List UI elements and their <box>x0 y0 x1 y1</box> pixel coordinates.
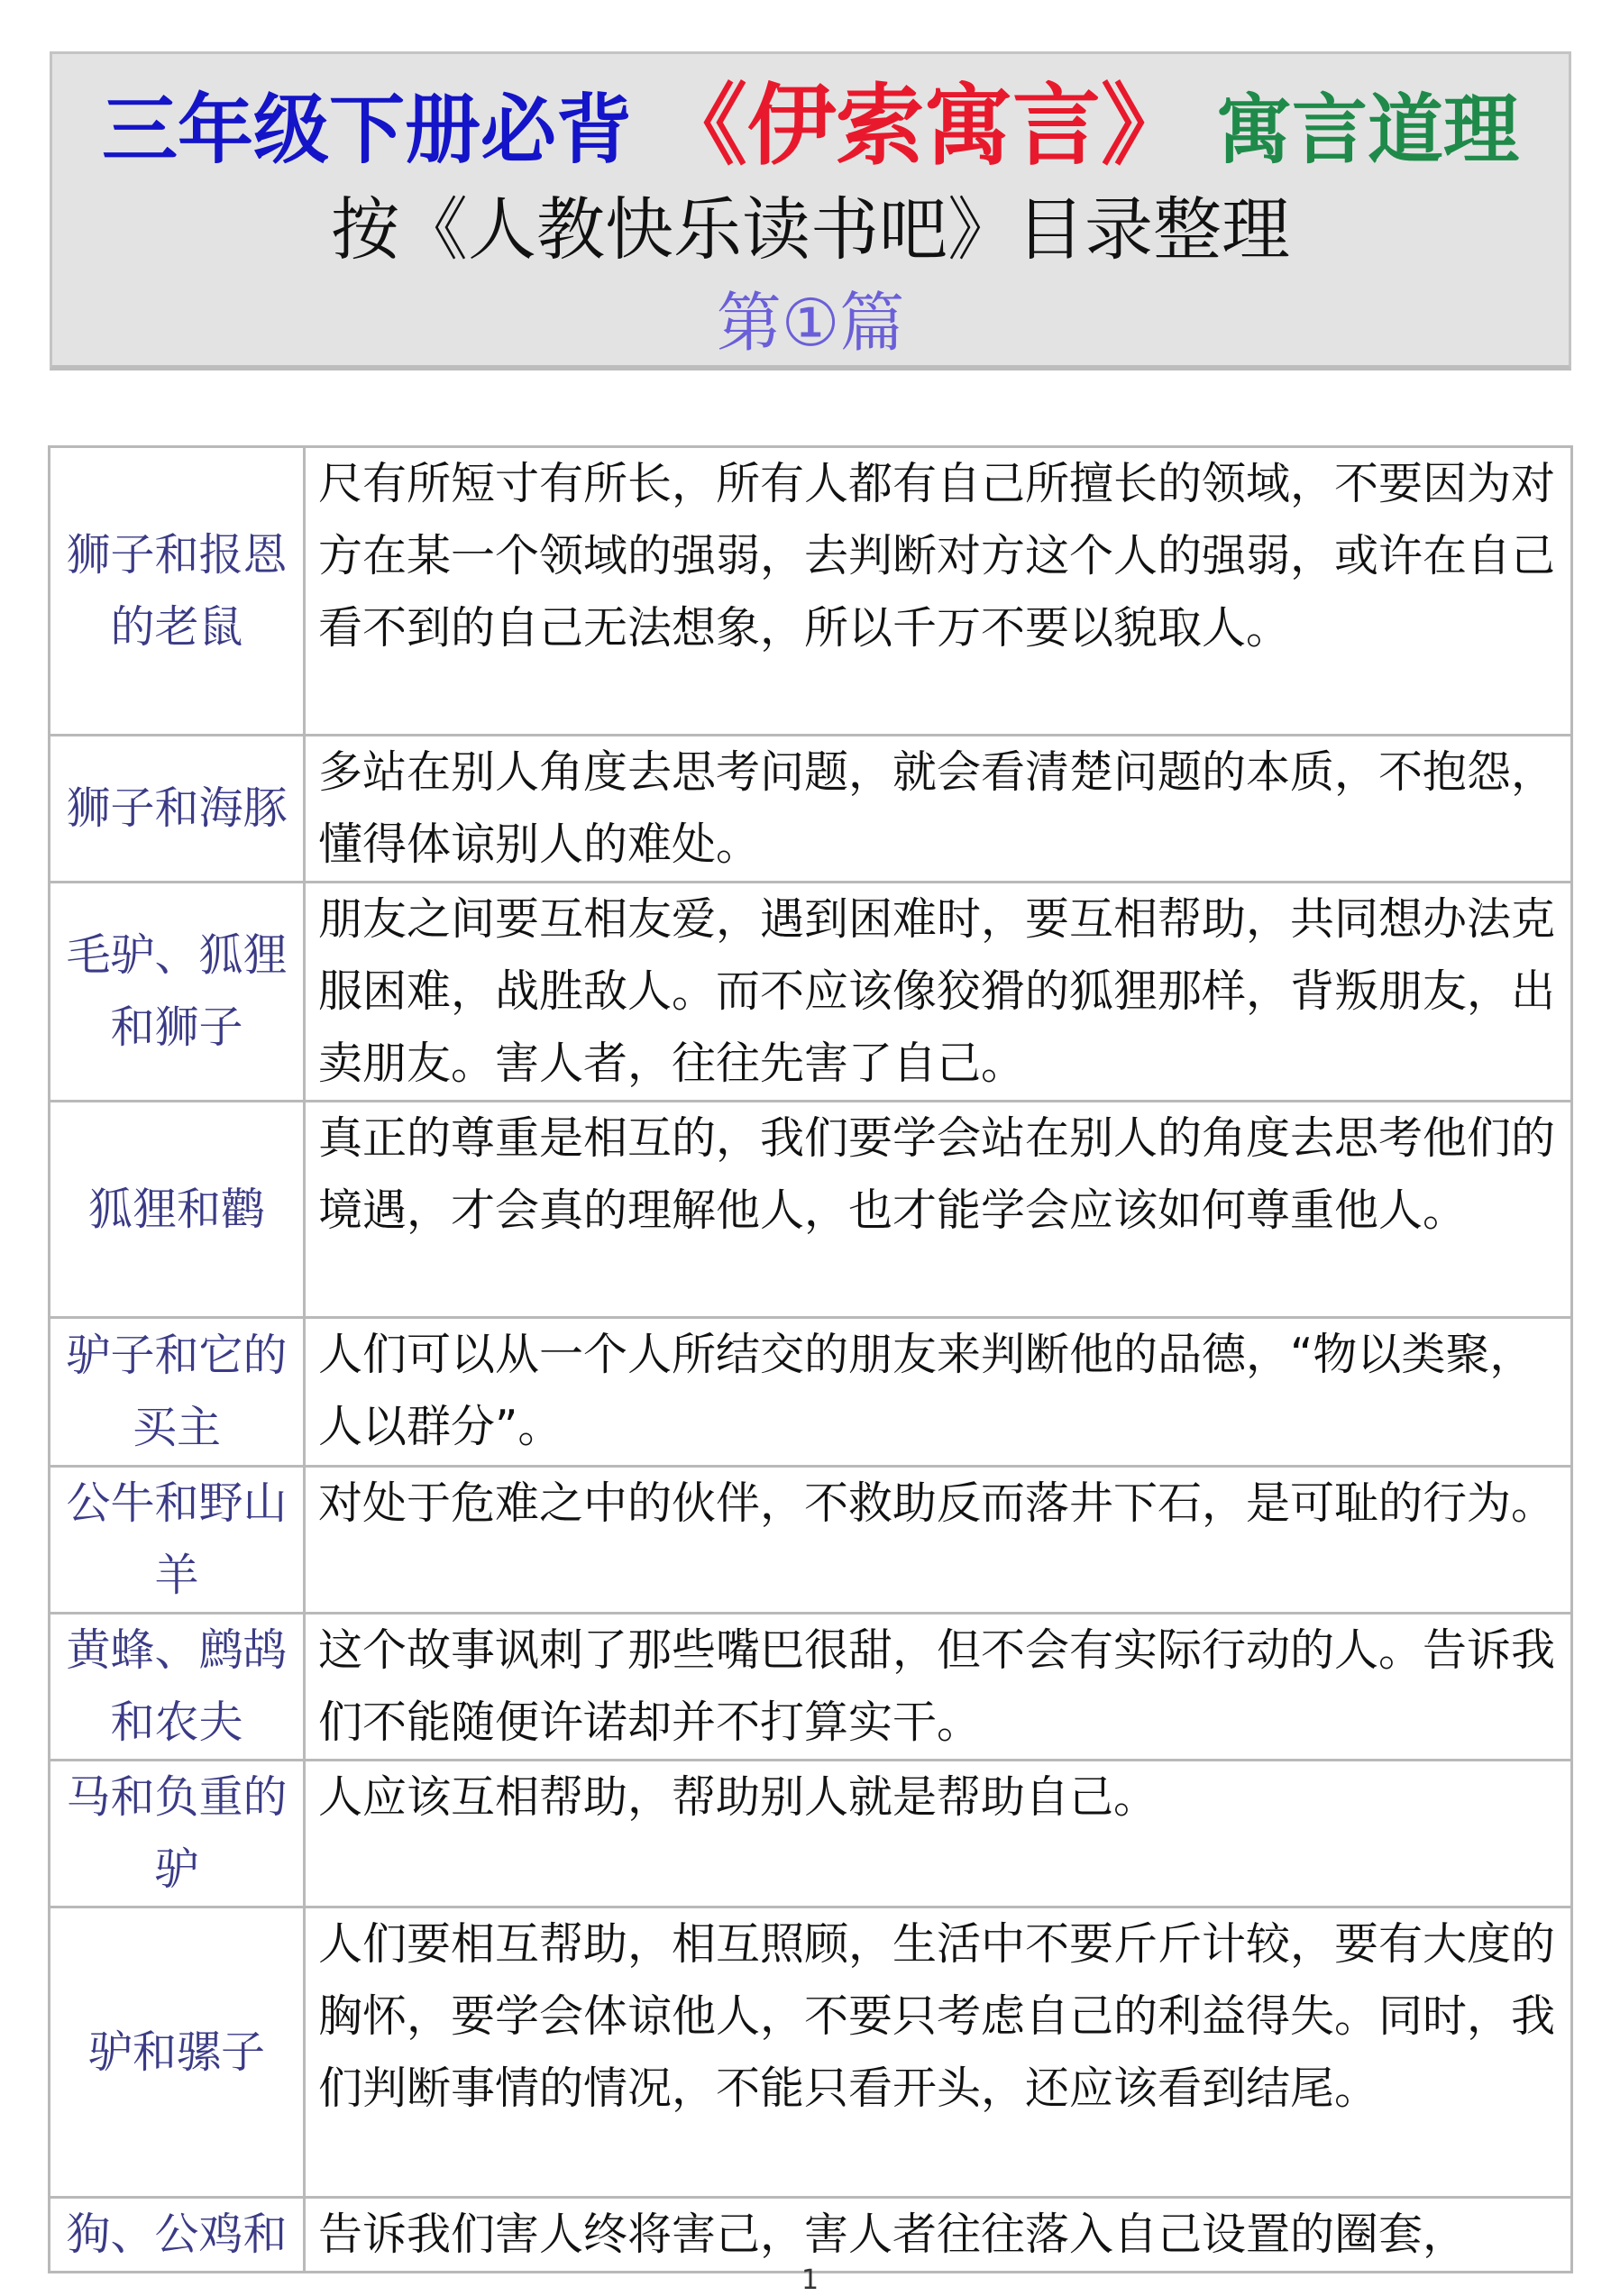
table-row <box>50 1761 1572 1907</box>
table-row <box>50 1318 1572 1467</box>
fable-moral: 多站在别人角度去思考问题，就会看清楚问题的本质，不抱怨，懂得体谅别人的难处。 <box>305 736 1572 883</box>
table-row <box>50 1467 1572 1614</box>
fable-moral: 真正的尊重是相互的，我们要学会站在别人的角度去思考他们的境遇，才会真的理解他人，也才能学会应该如何尊重他人。 <box>305 1102 1572 1318</box>
fable-name: 马和负重的驴 <box>50 1761 305 1907</box>
fable-name: 狮子和海豚 <box>50 736 305 883</box>
table-row <box>50 1102 1572 1318</box>
fable-name: 狗、公鸡和 <box>50 2198 305 2273</box>
fable-name: 黄蜂、鹧鸪和农夫 <box>50 1614 305 1761</box>
table-row <box>50 1614 1572 1761</box>
table-row <box>50 2198 1572 2273</box>
fable-name: 狮子和报恩的老鼠 <box>50 447 305 736</box>
fable-table <box>48 445 1573 2273</box>
fable-name: 狐狸和鹳 <box>50 1102 305 1318</box>
title-grade: 三年级下册必背 <box>101 86 632 174</box>
title-book: 《伊索寓言》 <box>658 75 1189 178</box>
table-row <box>50 883 1572 1102</box>
fable-moral: 这个故事讽刺了那些嘴巴很甜，但不会有实际行动的人。告诉我们不能随便许诺却并不打算实干。 <box>305 1614 1572 1761</box>
fable-moral: 人们要相互帮助，相互照顾，生活中不要斤斤计较，要有大度的胸怀，要学会体谅他人，不要只考虑自己的利益得失。同时，我们判断事情的情况，不能只看开头，还应该看到结尾。 <box>305 1907 1572 2198</box>
page-number: 1 <box>801 2264 819 2296</box>
fable-moral: 人应该互相帮助，帮助别人就是帮助自己。 <box>305 1761 1572 1907</box>
title-topic: 寓言道理 <box>1216 86 1520 174</box>
fable-moral: 人们可以从一个人所结交的朋友来判断他的品德，“物以类聚，人以群分”。 <box>305 1318 1572 1467</box>
table-row <box>50 736 1572 883</box>
fable-name: 驴和骡子 <box>50 1907 305 2198</box>
fable-name: 公牛和野山羊 <box>50 1467 305 1614</box>
fable-moral: 对处于危难之中的伙伴，不救助反而落井下石，是可耻的行为。 <box>305 1467 1572 1614</box>
table-row <box>50 1907 1572 2198</box>
fable-name: 驴子和它的买主 <box>50 1318 305 1467</box>
part-label: 第①篇 <box>716 285 905 361</box>
table-row <box>50 447 1572 736</box>
fable-name: 毛驴、狐狸和狮子 <box>50 883 305 1102</box>
main-title <box>52 75 1569 178</box>
fable-moral: 告诉我们害人终将害己，害人者往往落入自己设置的圈套， <box>305 2198 1572 2273</box>
fable-moral: 朋友之间要互相友爱，遇到困难时，要互相帮助，共同想办法克服困难，战胜敌人。而不应该像狡猾的狐狸那样，背叛朋友，出卖朋友。害人者，往往先害了自己。 <box>305 883 1572 1102</box>
fable-moral: 尺有所短寸有所长，所有人都有自己所擅长的领域，不要因为对方在某一个领域的强弱，去判断对方这个人的强弱，或许在自己看不到的自己无法想象，所以千万不要以貌取人。 <box>305 447 1572 736</box>
subtitle: 按《人教快乐读书吧》目录整理 <box>331 189 1290 270</box>
title-banner <box>50 51 1571 370</box>
